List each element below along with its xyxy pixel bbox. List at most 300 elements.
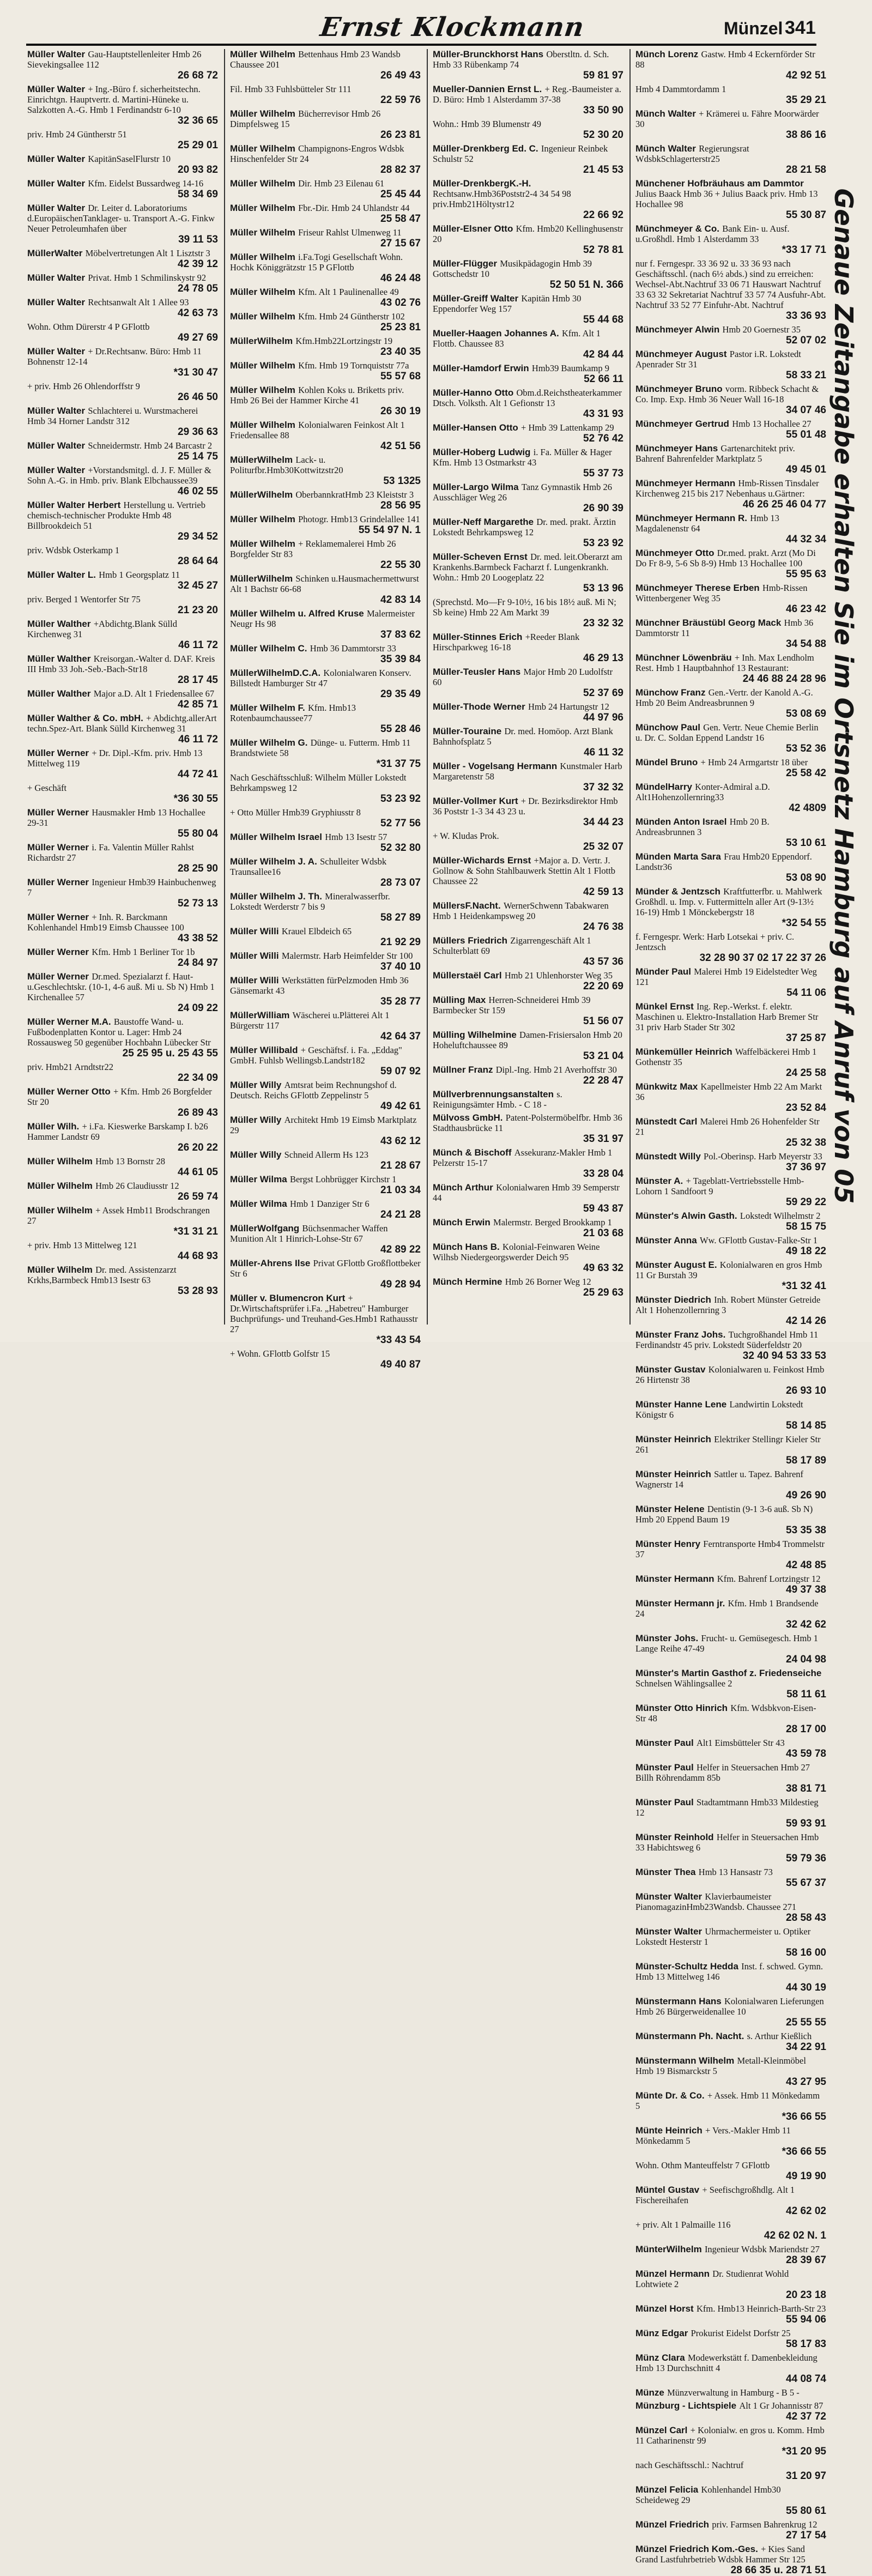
listing-phone: 59 07 92 xyxy=(380,1066,421,1077)
listing-name: Müller-Brunckhorst Hans xyxy=(433,49,544,59)
listing-details: + Reg.-Baumeister a. D. Büro: Hmb 1 Alsterdamm 37-38 xyxy=(433,84,621,105)
listing-details: Konter-Admiral a.D. Alt1Hohenzollernring33 xyxy=(635,782,770,802)
listing-details: Musikpädagogin Hmb 39 Gottschedstr 10 xyxy=(433,258,592,279)
listing-phone: 58 16 00 xyxy=(786,1947,826,1958)
listing-name: Müller Wilhelm J. Th. xyxy=(230,891,322,902)
listing-name: Münster's Martin Gasthof z. Friedenseiche xyxy=(635,1668,822,1678)
listing-entry xyxy=(635,851,826,884)
listing-name: Münchow Paul xyxy=(635,722,700,733)
listing-entry xyxy=(433,143,623,176)
listing-entry xyxy=(27,178,218,200)
listing-phone: 58 17 83 xyxy=(786,2338,826,2350)
listing-name: Müller Walter xyxy=(27,84,86,94)
listing-name: Münster Hanne Lene xyxy=(635,1399,727,1410)
listing-details: + priv. Hmb 26 Ohlendorffstr 9 xyxy=(27,381,140,391)
listing-entry xyxy=(27,1121,218,1153)
listing-entry xyxy=(635,583,826,615)
listing-name: Münster Reinhold xyxy=(635,1832,714,1842)
listing-phone: 38 81 71 xyxy=(786,1783,826,1794)
listing-phone: 21 92 29 xyxy=(380,936,421,948)
listing-name: Müller-Hanno Otto xyxy=(433,388,514,398)
listing-phone: 55 01 48 xyxy=(786,429,826,440)
listing-phone: 59 93 91 xyxy=(786,1818,826,1829)
listing-phone: 52 66 11 xyxy=(584,373,623,385)
listing-name: Müller Werner xyxy=(27,807,89,818)
listing-name: Müller Wilhelm xyxy=(230,178,295,189)
listing-phone: 29 34 52 xyxy=(178,531,218,542)
listing-name: Münster Heinrich xyxy=(635,1434,711,1444)
listing-details: Hmb 13 Bornstr 28 xyxy=(95,1156,165,1166)
listing-details: Kfm. Hmb13 Heinrich-Barth-Str 23 xyxy=(696,2303,826,2314)
listing-phone: *31 20 95 xyxy=(782,2446,826,2457)
listing-name: Münzburg - Lichtspiele xyxy=(635,2400,737,2411)
listing-details: Kolonialwaren en gros Hmb 11 Gr Burstah 39 xyxy=(635,1260,822,1280)
listing-entry xyxy=(635,2484,826,2517)
listing-entry xyxy=(230,1080,421,1112)
listing-details: + Kolonialw. en gros u. Komm. Hmb 11 Catharinenstr 99 xyxy=(635,2425,825,2446)
listing-entry xyxy=(433,517,623,549)
listing-phone: 34 54 88 xyxy=(786,638,826,650)
listing-details: Fil. Hmb 33 Fuhlsbütteler Str 111 xyxy=(230,84,352,94)
listing-phone: 44 68 93 xyxy=(178,1250,218,1262)
listing-entry xyxy=(230,573,421,606)
listing-entry xyxy=(635,1961,826,1993)
listing-name: Müller Walther xyxy=(27,619,91,629)
listing-name: Müller-Greiff Walter xyxy=(433,293,519,304)
listing-entry xyxy=(635,1235,826,1257)
listing-details: Hmb 26 Borner Weg 12 xyxy=(505,1277,591,1287)
listing-phone: 23 32 32 xyxy=(583,618,623,629)
listing-details: Frucht- u. Gemüsegesch. Hmb 1 Lange Reihe 47-49 xyxy=(635,1633,818,1654)
listing-phone: 24 04 98 xyxy=(786,1654,826,1665)
page-header xyxy=(26,11,816,46)
listing-entry xyxy=(230,178,421,200)
listing-phone: 25 29 01 xyxy=(178,140,218,151)
listing-phone: 53 08 69 xyxy=(786,708,826,719)
listing-phone: 53 52 36 xyxy=(786,743,826,754)
listing-name: Müller v. Blumencron Kurt xyxy=(230,1293,346,1303)
listing-name: Müller Willy xyxy=(230,1115,282,1125)
listing-name: Müller Werner xyxy=(27,947,89,957)
listing-name: MüllerWilhelmD.C.A. xyxy=(230,668,321,678)
listing-entry xyxy=(635,1295,826,1327)
listing-details: + Wohn. GFlottb Golfstr 15 xyxy=(230,1349,330,1359)
listing-phone: 32 45 27 xyxy=(178,580,218,591)
listing-details: Gartenarchitekt priv. Bahrenf Bahrenfelder Marktplatz 5 xyxy=(635,443,795,464)
listing-details: Gau-Hauptstellenleiter Hmb 26 Sievekingsallee 112 xyxy=(27,49,202,70)
listing-entry xyxy=(230,608,421,640)
listing-details: Elektriker Stellingr Kieler Str 261 xyxy=(635,1434,821,1455)
listing-entry xyxy=(635,817,826,849)
listing-phone: *31 30 47 xyxy=(173,367,218,378)
listing-name: Müller - Vogelsang Hermann xyxy=(433,761,558,771)
listing-details: Patent-Polstermöbelfbr. Hmb 36 Stadthausbrücke 11 xyxy=(433,1112,622,1133)
listing-phone: 26 68 72 xyxy=(178,70,218,81)
listing-details: Waffelbäckerei Hmb 1 Gothenstr 35 xyxy=(635,1047,817,1067)
listing-name: Münkwitz Max xyxy=(635,1081,698,1092)
listing-details: Schulleiter Wdsbk Traunsallee16 xyxy=(230,856,387,877)
listing-name: Müller Wilhelm xyxy=(230,252,295,262)
listing-name: Münder & Jentzsch xyxy=(635,886,720,897)
listing-phone: 22 20 69 xyxy=(583,981,623,992)
listing-phone: 34 44 23 xyxy=(583,817,623,828)
listing-entry xyxy=(27,748,218,780)
listing-details: Frau Hmb20 Eppendorf. Landstr36 xyxy=(635,851,812,872)
listing-details: Malermstr. Harb Heimfelder Str 100 xyxy=(281,951,413,961)
listing-entry xyxy=(433,119,623,141)
column-1 xyxy=(27,49,218,1330)
listing-phone: 42 62 02 xyxy=(786,2205,826,2217)
listing-entry xyxy=(635,223,826,256)
listing-name: Münstedt Carl xyxy=(635,1116,698,1127)
listing-entry xyxy=(635,1832,826,1864)
listing-details: Bettenhaus Hmb 23 Wandsb Chaussee 201 xyxy=(230,49,401,70)
listing-phone: 28 39 67 xyxy=(786,2254,826,2266)
listing-phone: 49 45 01 xyxy=(786,464,826,475)
header-word: Münzel xyxy=(724,19,783,38)
listing-details: Kfm. Bahrenf Lortzingstr 12 xyxy=(717,1574,821,1584)
listing-name: Müller Willi xyxy=(230,926,279,936)
listing-entry xyxy=(635,2090,826,2123)
listing-phone: 33 36 93 xyxy=(786,310,826,322)
listing-name: Müller-DrenkbergK.-H. xyxy=(433,178,531,189)
listing-name: Münster Hermann jr. xyxy=(635,1598,725,1609)
listing-details: Major Hmb 20 Ludolfstr 60 xyxy=(433,667,613,687)
listing-entry xyxy=(635,108,826,141)
listing-phone: 53 1325 xyxy=(383,475,421,487)
listing-entry xyxy=(635,419,826,440)
listing-details: Dipl.-Ing. Hmb 21 Averhoffstr 30 xyxy=(495,1065,617,1075)
listing-name: Münster Paul xyxy=(635,1797,694,1807)
listing-name: Müller Walther xyxy=(27,654,91,664)
listing-name: Müller Wilhelm xyxy=(230,385,295,395)
listing-phone: 26 30 19 xyxy=(380,406,421,417)
listing-phone: 32 28 90 37 02 17 22 37 26 xyxy=(699,952,826,964)
listing-phone: 22 28 47 xyxy=(583,1075,623,1086)
side-banner-text: Genaue Zeitangabe erhalten Sie im Ortsnetz Hamburg auf Anruf von 05 xyxy=(829,188,858,1204)
listing-entry xyxy=(27,465,218,497)
column-2 xyxy=(230,49,421,1370)
listing-name: Münz Clara xyxy=(635,2353,685,2363)
listing-phone: 55 37 73 xyxy=(583,468,623,479)
listing-entry xyxy=(433,1065,623,1086)
listing-phone: 44 08 74 xyxy=(786,2373,826,2385)
listing-name: Müller Walther xyxy=(27,688,91,699)
listing-name: Müller Werner xyxy=(27,912,89,922)
listing-entry xyxy=(27,545,218,567)
listing-name: Münzel Felicia xyxy=(635,2484,699,2495)
listing-name: Münte Dr. & Co. xyxy=(635,2090,705,2101)
listing-phone: 49 63 32 xyxy=(583,1262,623,1274)
listing-entry xyxy=(635,1260,826,1292)
listing-phone: 55 44 68 xyxy=(583,314,623,325)
listing-details: Kfm. Alt 1 Flottb. Chaussee 83 xyxy=(433,328,601,349)
listing-name: Münster Diedrich xyxy=(635,1295,711,1305)
listing-details: Rechtsanw.Hmb36Poststr2-4 34 54 98 priv.Hmb21Höltystr12 xyxy=(433,189,571,209)
listing-details: Dr. med. Assistenzarzt Krkhs,Barmbeck Hmb13 Isestr 63 xyxy=(27,1265,177,1285)
listing-name: Müller Wilhelm xyxy=(230,143,295,154)
listing-entry xyxy=(433,900,623,933)
listing-entry xyxy=(433,49,623,81)
listing-entry xyxy=(635,1176,826,1208)
listing-phone: 37 36 97 xyxy=(786,1162,826,1173)
listing-name: Müller Werner xyxy=(27,748,89,758)
listing-phone: 24 21 28 xyxy=(380,1209,421,1220)
listing-name: Münch Hans B. xyxy=(433,1242,500,1252)
listing-entry xyxy=(230,420,421,452)
listing-entry xyxy=(433,761,623,793)
listing-details: Privat GFlottb Großflottbeker Str 6 xyxy=(230,1258,421,1279)
listing-entry xyxy=(635,2400,826,2422)
listing-entry xyxy=(27,129,218,151)
listing-details: Hmb-Rissen Wittenbergener Weg 35 xyxy=(635,583,808,603)
listing-entry xyxy=(230,311,421,333)
listing-name: Münstermann Wilhelm xyxy=(635,2055,735,2066)
listing-name: MüllersF.Nacht. xyxy=(433,900,501,911)
listing-entry xyxy=(635,1469,826,1501)
listing-details: Tanz Gymnastik Hmb 26 Ausschläger Weg 26 xyxy=(433,482,612,503)
listing-phone: *31 32 41 xyxy=(782,1280,826,1292)
listing-name: Müller Willy xyxy=(230,1080,282,1090)
listing-name: Müller-Elsner Otto xyxy=(433,223,513,234)
listing-name: Müller Wilhelm xyxy=(230,203,295,213)
listing-phone: 53 21 04 xyxy=(583,1050,623,1062)
listing-details: Privat. Hmb 1 Schmilinskystr 92 xyxy=(88,273,207,283)
listing-phone: 42 64 37 xyxy=(380,1031,421,1042)
listing-phone: 51 56 07 xyxy=(583,1015,623,1027)
listing-entry xyxy=(635,2160,826,2182)
listing-details: Kunstmaler Harb Margaretenstr 58 xyxy=(433,761,622,782)
listing-name: Münster Franz Johs. xyxy=(635,1329,726,1340)
listing-details: Kfm. Hmb 1 Berliner Tor 1b xyxy=(92,947,195,957)
listing-name: Münzel Hermann xyxy=(635,2269,710,2279)
listing-name: Münch Erwin xyxy=(433,1217,491,1227)
listing-phone: 24 46 88 24 28 96 xyxy=(742,673,826,685)
listing-phone: 22 59 76 xyxy=(380,94,421,106)
listing-details: +Major a. D. Vertr. J. Gollnow & Sohn Stahlbauwerk Stettin Alt 1 Flottb Chaussee 22 xyxy=(433,855,616,886)
listing-name: Münster's Alwin Gasth. xyxy=(635,1211,737,1221)
listing-phone: 28 66 35 u. 28 71 51 xyxy=(730,2565,826,2576)
listing-phone: 46 11 72 xyxy=(178,734,218,745)
listing-entry xyxy=(635,1434,826,1466)
listing-phone: 52 07 02 xyxy=(786,335,826,346)
listing-name: Münzel Carl xyxy=(635,2425,688,2435)
listing-name: Münch Walter xyxy=(635,108,696,119)
listing-phone: 26 89 43 xyxy=(178,1107,218,1118)
listing-entry xyxy=(635,1329,826,1362)
listing-phone: 28 82 37 xyxy=(380,164,421,176)
listing-entry xyxy=(635,1867,826,1889)
listing-entry xyxy=(635,49,826,81)
listing-name: Müller-Hamdorf Erwin xyxy=(433,363,529,373)
listing-entry xyxy=(230,489,421,511)
listing-name: Mülling Max xyxy=(433,995,486,1005)
listing-entry xyxy=(230,1115,421,1147)
listing-name: Mülvoss GmbH. xyxy=(433,1112,503,1123)
listing-entry xyxy=(27,1205,218,1237)
listing-details: Herren-Schneiderei Hmb 39 Barmbecker Str 159 xyxy=(433,995,591,1015)
listing-entry xyxy=(635,757,826,779)
listing-entry xyxy=(27,297,218,319)
listing-entry xyxy=(433,1277,623,1298)
listing-entry xyxy=(230,84,421,106)
listing-entry xyxy=(230,807,421,829)
listing-phone: 21 03 34 xyxy=(380,1184,421,1196)
listing-entry xyxy=(635,932,826,964)
listing-entry xyxy=(635,1797,826,1829)
listing-details: priv. Wdsbk Osterkamp 1 xyxy=(27,545,120,555)
listing-details: Wohn. Othm Manteuffelstr 7 GFlottb xyxy=(635,2160,770,2170)
listing-entry xyxy=(635,966,826,999)
listing-phone: *32 54 55 xyxy=(782,917,826,929)
listing-details: Inst. f. schwed. Gymn. Hmb 13 Mittelweg 146 xyxy=(635,1961,823,1982)
listing-details: s. Arthur Kießlich xyxy=(747,2031,812,2041)
listing-entry xyxy=(230,539,421,571)
listing-details: Pastor i.R. Lokstedt Apenrader Str 31 xyxy=(635,349,801,370)
listing-details: Landwirtin Lokstedt Königstr 6 xyxy=(635,1399,803,1420)
listing-name: Müller Walter xyxy=(27,465,86,475)
listing-entry xyxy=(635,2185,826,2217)
listing-name: Münzel Friedrich xyxy=(635,2519,710,2530)
listing-name: Müller Wilma xyxy=(230,1174,287,1184)
listing-phone: 52 76 42 xyxy=(583,433,623,444)
listing-entry xyxy=(635,2353,826,2385)
listing-details: i. Fa. Valentin Müller Rahlst Richardstr 27 xyxy=(27,842,194,863)
listing-details: Amtsrat beim Rechnungshof d. Deutsch. Reichs GFlottb Zeppelinstr 5 xyxy=(230,1080,397,1100)
listing-details: Bank Ein- u. Ausf. u.Großhdl. Hmb 1 Alsterdamm 33 xyxy=(635,223,790,244)
listing-phone: 20 93 82 xyxy=(178,164,218,176)
listing-name: Münster Johs. xyxy=(635,1633,699,1643)
listing-details: Lack- u. Politurfbr.Hmb30Kottwitzstr20 xyxy=(230,455,343,475)
listing-entry xyxy=(230,1150,421,1171)
listing-phone: 21 23 20 xyxy=(178,604,218,616)
listing-name: Münzel Horst xyxy=(635,2303,694,2314)
listing-entry xyxy=(27,912,218,944)
listing-phone: *36 66 55 xyxy=(782,2146,826,2157)
listing-entry xyxy=(27,947,218,969)
listing-name: Müller Wilhelm C. xyxy=(230,643,307,654)
listing-details: Dentistin (9-1 3-6 auß. Sb N) Hmb 20 Eppend Baum 19 xyxy=(635,1504,813,1525)
listing-name: Münster Heinrich xyxy=(635,1469,711,1479)
listing-phone: 42 83 14 xyxy=(380,594,421,606)
listing-phone: 26 49 43 xyxy=(380,70,421,81)
listing-name: Münden Anton Israel xyxy=(635,817,727,827)
listing-entry xyxy=(635,2031,826,2053)
listing-details: Ingenieur Wdsbk Mariendstr 27 xyxy=(704,2244,820,2254)
listing-entry xyxy=(230,737,421,770)
listing-phone: 42 63 73 xyxy=(178,307,218,319)
listing-entry xyxy=(230,703,421,735)
listing-details: Hmb 26 Claudiusstr 12 xyxy=(95,1181,179,1191)
listing-name: Münch Arthur xyxy=(433,1182,493,1193)
listing-details: Helfer in Steuersachen Hmb 33 Habichtsweg 6 xyxy=(635,1832,819,1853)
listing-entry xyxy=(230,227,421,249)
listing-details: Malermeister Neugr Hs 98 xyxy=(230,608,415,629)
listing-phone: *33 43 54 xyxy=(376,1334,421,1346)
listing-phone: 55 94 06 xyxy=(786,2314,826,2325)
listing-entry xyxy=(635,782,826,814)
listing-entry xyxy=(230,1293,421,1346)
listing-entry xyxy=(635,2303,826,2325)
listing-phone: 21 03 68 xyxy=(583,1227,623,1239)
listing-entry xyxy=(433,1217,623,1239)
listing-details: Kfm. Hmb13 Rotenbaumchaussee77 xyxy=(230,703,356,723)
listing-entry xyxy=(230,643,421,665)
listing-name: Müller Walter Herbert xyxy=(27,500,121,510)
listing-entry xyxy=(230,49,421,81)
listing-phone: 55 95 63 xyxy=(786,569,826,580)
listing-phone: 43 38 52 xyxy=(178,933,218,944)
column-divider xyxy=(629,49,631,1325)
listing-entry xyxy=(635,1504,826,1536)
listing-name: MüllerWilhelm xyxy=(230,336,293,346)
listing-details: Wäscherei u.Plätterei Alt 1 Bürgerstr 117 xyxy=(230,1010,390,1031)
listing-details: Stadtamtmann Hmb33 Mildestieg 12 xyxy=(635,1797,819,1818)
listing-entry xyxy=(230,108,421,141)
listing-name: Münz Edgar xyxy=(635,2328,688,2338)
listing-phone: 44 72 41 xyxy=(178,769,218,780)
listing-entry xyxy=(27,1017,218,1059)
listing-phone: 42 4809 xyxy=(789,802,826,814)
listing-entry xyxy=(635,1926,826,1958)
listing-name: MüllerWilhelm xyxy=(230,573,293,584)
listing-phone: 22 55 30 xyxy=(380,559,421,571)
listing-name: Müller Wilhelm xyxy=(230,360,295,371)
listing-phone: *33 17 71 xyxy=(782,244,826,256)
listing-details: Werkstätten fürPelzmoden Hmb 36 Gänsemarkt 43 xyxy=(230,975,409,996)
listing-phone: 55 28 46 xyxy=(380,723,421,735)
listing-name: Müller Werner xyxy=(27,877,89,887)
listing-name: MündelHarry xyxy=(635,782,692,792)
listing-phone: 33 50 90 xyxy=(583,105,623,116)
listing-details: priv. Hmb21 Arndtstr22 xyxy=(27,1062,113,1072)
listing-phone: 55 57 68 xyxy=(380,371,421,382)
listing-phone: 27 17 54 xyxy=(786,2530,826,2541)
listing-details: + Geschäft xyxy=(27,783,67,793)
listing-phone: 26 93 10 xyxy=(786,1385,826,1396)
listing-details: Dr. med. leit.Oberarzt am Krankenhs.Barmbeck Facharzt f. Lungenkrankh. Wohn.: Hmb 20 Loogeplatz 22 xyxy=(433,552,622,583)
listing-entry xyxy=(27,570,218,591)
listing-details: + Otto Müller Hmb39 Gryphiusstr 8 xyxy=(230,807,361,818)
listing-name: Münster Paul xyxy=(635,1762,694,1773)
listing-phone: 26 59 74 xyxy=(178,1191,218,1202)
listing-phone: 42 14 26 xyxy=(786,1315,826,1327)
listing-details: + Dr. Dipl.-Kfm. priv. Hmb 13 Mittelweg 119 xyxy=(27,748,203,769)
listing-phone: 52 73 13 xyxy=(178,898,218,909)
listing-name: Münster-Schultz Hedda xyxy=(635,1961,738,1972)
listing-details: Inh. Robert Münster Getreide Alt 1 Hohenzollernring 3 xyxy=(635,1295,821,1315)
listing-details: + Hmb 24 Armgartstr 18 über xyxy=(700,757,808,767)
listing-entry xyxy=(635,548,826,580)
listing-entry xyxy=(433,796,623,828)
listing-details: Alt1 Eimsbütteler Str 43 xyxy=(697,1738,785,1748)
listing-details: priv. Berged 1 Wentorfer Str 75 xyxy=(27,594,141,604)
listing-phone: 49 28 94 xyxy=(380,1279,421,1290)
listing-name: Münchmeyer Otto xyxy=(635,548,714,558)
listing-details: Rechtsanwalt Alt 1 Allee 93 xyxy=(88,297,189,307)
listing-phone: 55 67 37 xyxy=(786,1877,826,1889)
listing-entry xyxy=(230,975,421,1007)
listing-name: Müller-Ahrens Ilse xyxy=(230,1258,311,1268)
listing-details: Helfer in Steuersachen Hmb 27 Billh Röhrendamm 85b xyxy=(635,1762,810,1783)
listing-entry xyxy=(230,1349,421,1370)
listing-details: + priv. Alt 1 Palmaille 116 xyxy=(635,2220,731,2230)
listing-phone: 44 32 34 xyxy=(786,534,826,545)
listing-name: Müller Wilhelm F. xyxy=(230,703,305,713)
listing-entry xyxy=(635,258,826,322)
listing-phone: 58 34 69 xyxy=(178,189,218,200)
listing-name: Müllverbrennungsanstalten xyxy=(433,1089,554,1099)
